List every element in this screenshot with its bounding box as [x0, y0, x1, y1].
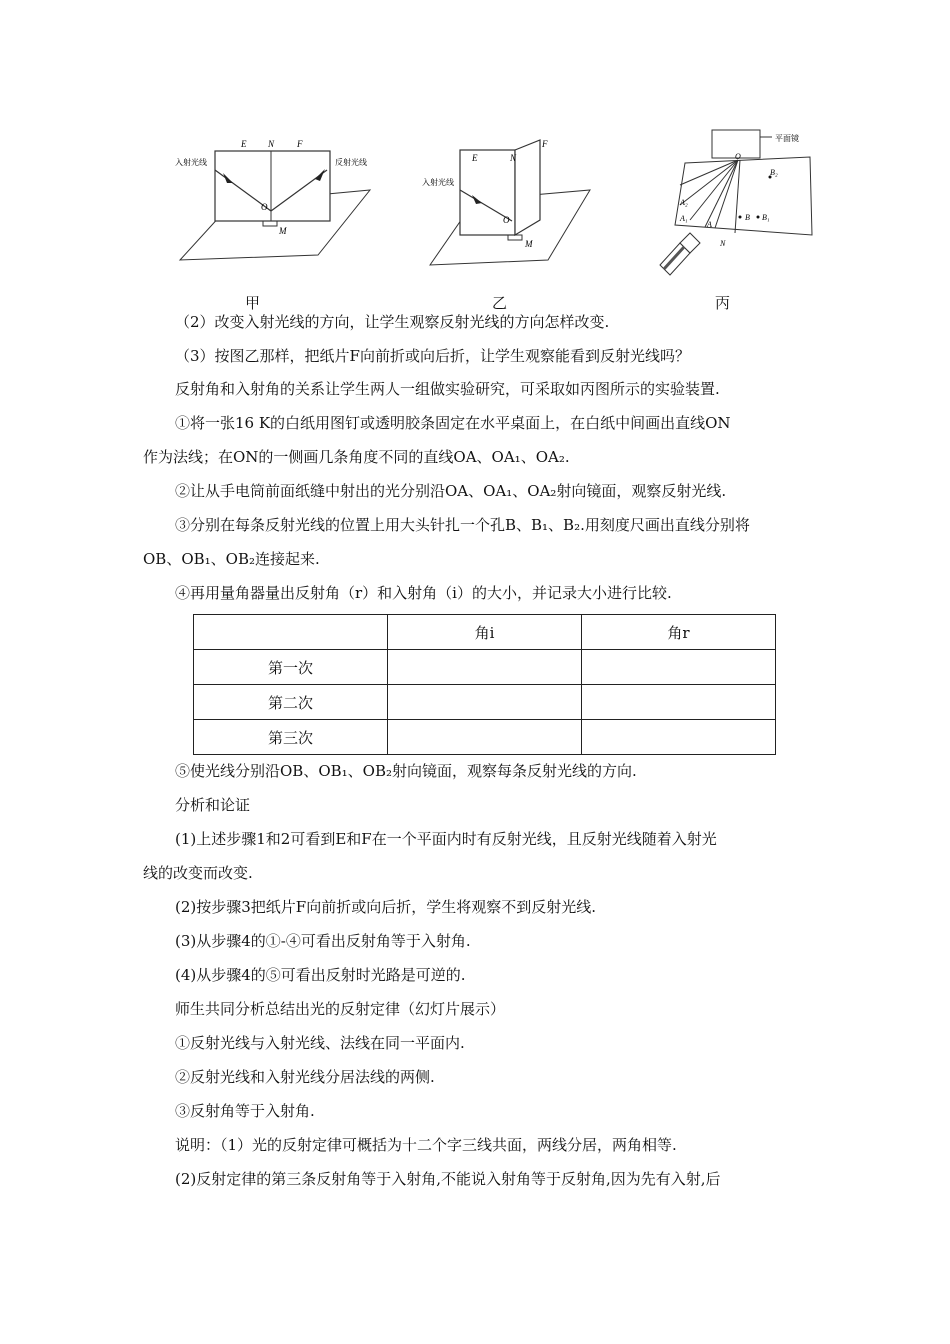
label-B2: B₂: [770, 168, 778, 177]
label-M: M: [279, 226, 287, 236]
text-line: (1)上述步骤1和2可看到E和F在一个平面内时有反射光线，且反射光线随着入射光: [175, 830, 717, 848]
text-line: ⑤使光线分别沿OB、OB₁、OB₂射向镜面，观察每条反射光线的方向.: [175, 762, 637, 780]
label-F: F: [297, 139, 303, 149]
table-cell: 第三次: [194, 720, 388, 755]
label-incident: 入射光线: [175, 158, 207, 167]
text-line: (3)从步骤4的①-④可看出反射角等于入射角.: [175, 932, 471, 950]
table-row: [194, 685, 776, 720]
text-line: ①反射光线与入射光线、法线在同一平面内.: [175, 1034, 465, 1052]
label-reflected: 反射光线: [335, 158, 367, 167]
text-line: 作为法线；在ON的一侧画几条角度不同的直线OA、OA₁、OA₂.: [143, 448, 570, 466]
label-B: B: [745, 213, 750, 222]
figure-yi-diagram: [420, 135, 595, 270]
label-O: O: [261, 202, 268, 212]
text-line: OB、OB₁、OB₂连接起来.: [143, 550, 320, 568]
section-heading: 分析和论证: [175, 796, 251, 814]
text-line: ②让从手电筒前面纸缝中射出的光分别沿OA、OA₁、OA₂射向镜面，观察反射光线.: [175, 482, 727, 500]
label-M: M: [525, 239, 533, 249]
label-A: A: [707, 220, 712, 229]
table-header: 角r: [582, 615, 776, 650]
table-cell: [388, 650, 582, 685]
table-cell: 第二次: [194, 685, 388, 720]
text-line: ②反射光线和入射光线分居法线的两侧.: [175, 1068, 435, 1086]
table-cell: [388, 685, 582, 720]
figure-jia-diagram: [175, 135, 375, 265]
text-line: (2)反射定律的第三条反射角等于入射角,不能说入射角等于反射角,因为先有入射,后: [175, 1170, 721, 1188]
label-N: N: [510, 153, 517, 163]
data-table: [193, 614, 776, 755]
label-A2: A₂: [680, 198, 688, 207]
label-N: N: [720, 239, 726, 248]
text-line: 线的改变而改变.: [143, 864, 253, 882]
label-O: O: [735, 152, 741, 161]
text-line: (4)从步骤4的⑤可看出反射时光路是可逆的.: [175, 966, 466, 984]
label-E: E: [241, 139, 247, 149]
label-N: N: [268, 139, 275, 149]
label-incident: 入射光线: [422, 178, 454, 187]
text-line: （2）改变入射光线的方向，让学生观察反射光线的方向怎样改变.: [175, 313, 610, 331]
table-header-row: [194, 615, 776, 650]
text-line: 反射角和入射角的关系让学生两人一组做实验研究，可采取如丙图所示的实验装置.: [175, 380, 720, 398]
text-line: 师生共同分析总结出光的反射定律（幻灯片展示）: [175, 1000, 506, 1018]
label-B1: B₁: [762, 213, 770, 222]
text-line: （3）按图乙那样，把纸片F向前折或向后折，让学生观察能看到反射光线吗？: [175, 347, 690, 365]
label-mirror: 平面镜: [775, 134, 799, 143]
label-E: E: [472, 153, 478, 163]
table-row: [194, 720, 776, 755]
text-line: 说明：（1）光的反射定律可概括为十二个字三线共面，两线分居，两角相等.: [175, 1136, 677, 1154]
text-line: ③反射角等于入射角.: [175, 1102, 315, 1120]
label-F: F: [542, 139, 548, 149]
text-line: ④再用量角器量出反射角（r）和入射角（i）的大小，并记录大小进行比较.: [175, 584, 672, 602]
table-row: [194, 650, 776, 685]
text-line: (2)按步骤3把纸片F向前折或向后折，学生将观察不到反射光线.: [175, 898, 596, 916]
figure-bing-diagram: [650, 125, 825, 285]
text-line: ①将一张16 K的白纸用图钉或透明胶条固定在水平桌面上，在白纸中间画出直线ON: [175, 414, 731, 432]
caption-bing: 丙: [715, 294, 731, 312]
caption-yi: 乙: [492, 294, 508, 312]
text-line: ③分别在每条反射光线的位置上用大头针扎一个孔B、B₁、B₂.用刻度尺画出直线分别将: [175, 516, 750, 534]
table-cell: 第一次: [194, 650, 388, 685]
flashlight-icon: [660, 233, 700, 275]
label-A1: A₁: [680, 214, 688, 223]
table-cell: [582, 720, 776, 755]
table-cell: [388, 720, 582, 755]
table-cell: [582, 685, 776, 720]
table-cell: [582, 650, 776, 685]
table-header: [194, 615, 388, 650]
table-header: 角i: [388, 615, 582, 650]
caption-jia: 甲: [245, 294, 261, 312]
label-O: O: [503, 215, 510, 225]
